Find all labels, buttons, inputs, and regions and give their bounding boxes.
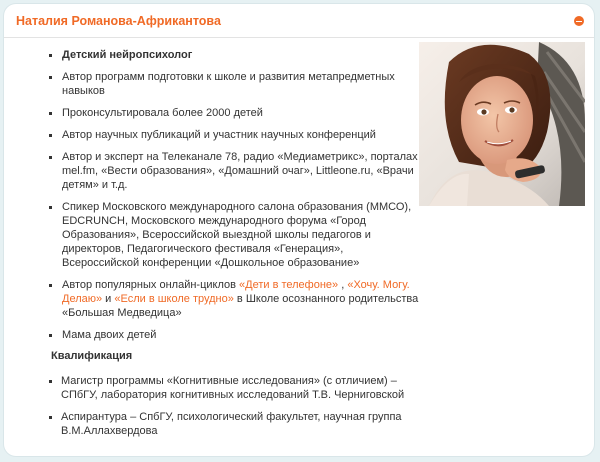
bio-list (51, 48, 421, 350)
link-deti-v-telefone[interactable]: «Дети в телефоне» (239, 279, 339, 291)
minus-circle-icon[interactable] (574, 16, 584, 26)
list-item: ▪ Спикер Московского международного салона образования (ММСО), EDCRUNCH, Московского международного форума «Город Образования», Всероссийской выездной школы педагогов и директоров, Педагогического фестиваля «Генерация», Всероссийской конференции «Дошкольное образование» (61, 200, 421, 270)
list-item: ▪ Детский нейропсихолог (61, 48, 421, 62)
courses-prefix: Автор популярных онлайн-циклов (62, 279, 240, 291)
profile-card (4, 4, 594, 456)
list-item: ▪ Проконсультировала более 2000 детей (61, 106, 421, 120)
courses-sep: и (102, 293, 115, 305)
qualification-heading: Квалификация (51, 350, 133, 362)
portrait-photo (419, 42, 585, 206)
list-item: ▪ Магистр программы «Когнитивные исследования» (с отличием) – СПбГУ, лаборатория когнитивных исследований Т.В. Черниговской (61, 374, 426, 402)
link-esli-v-shkole-trudno[interactable]: «Если в школе трудно» (114, 293, 234, 305)
list-item: ▪ Мама двоих детей (61, 328, 421, 342)
profile-header[interactable] (4, 4, 594, 38)
link-hochu-mogu-delayu[interactable]: «Хочу. Могу. Делаю» (62, 279, 410, 305)
list-item-courses (61, 278, 421, 320)
courses-suffix: в Школе осознанного родительства «Большая Медведица» (62, 293, 419, 319)
qualification-list (51, 374, 426, 446)
list-item: ▪ Автор и эксперт на Телеканале 78, радио «Медиаметрикс», порталах mel.fm, «Вести образования», «Домашний очаг», Littleone.ru, «Врачи детям» и т.д. (61, 150, 421, 192)
list-item: ▪ Автор научных публикаций и участник научных конференций (61, 128, 421, 142)
list-item: ▪ Автор программ подготовки к школе и развития метапредметных навыков (61, 70, 421, 98)
list-item: ▪ Аспирантура – СпбГУ, психологический факультет, научная группа В.М.Аллахвердова (61, 410, 426, 438)
profile-name: Наталия Романова-Африкантова (16, 14, 221, 28)
courses-sep: , (338, 279, 348, 291)
